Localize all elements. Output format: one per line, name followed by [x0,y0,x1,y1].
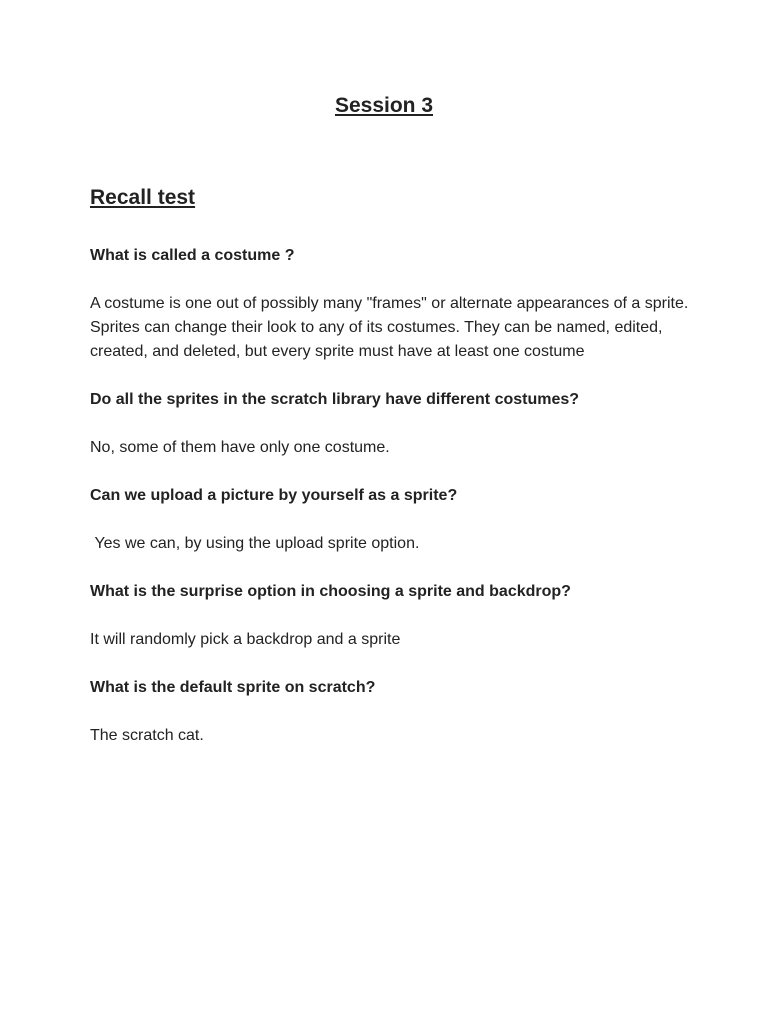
answer-4: It will randomly pick a backdrop and a sprite [90,631,401,648]
answer-2: No, some of them have only one costume. [90,439,390,456]
question-1: What is called a costume ? [90,247,295,264]
question-5: What is the default sprite on scratch? [90,679,376,696]
document-body [90,184,693,772]
section-heading: Recall test [90,186,196,209]
answer-1: A costume is one out of possibly many "frames" or alternate appearances of a sprite. Sprites can change their look to any of its costumes. They can be named, edited, created, and deleted, but every sprite must have at least one costume [90,295,693,360]
answer-5: The scratch cat. [90,727,204,744]
question-3: Can we upload a picture by yourself as a sprite? [90,487,458,504]
page-title: Session 3 [334,94,434,117]
question-4: What is the surprise option in choosing a sprite and backdrop? [90,583,571,600]
question-2: Do all the sprites in the scratch library have different costumes? [90,391,580,408]
qa-list [90,244,693,748]
answer-3: Yes we can, by using the upload sprite option. [90,535,420,552]
